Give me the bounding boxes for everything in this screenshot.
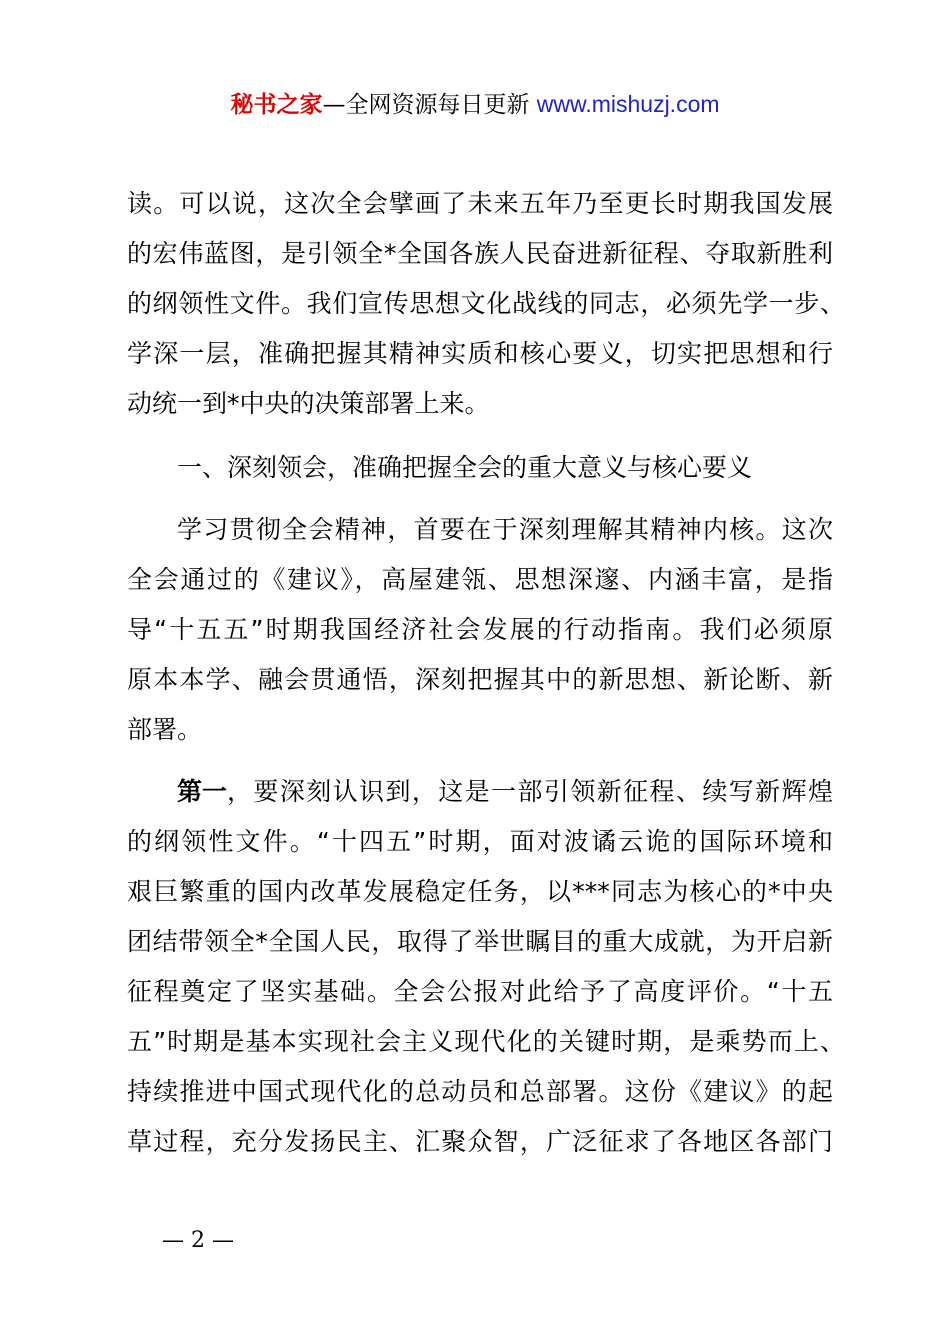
header-url[interactable]: www.mishuzj.com: [536, 91, 720, 117]
paragraph-line: 全会通过的《建议》，高屋建瓴、思想深邃、内涵丰富，是指: [127, 565, 833, 594]
paragraph-line: 动统一到*中央的决策部署上来。: [127, 389, 490, 418]
paragraph-line: 持续推进中国式现代化的总动员和总部署。这份《建议》的起: [127, 1077, 833, 1106]
paragraph-line: 五”时期是基本实现社会主义现代化的关键时期，是乘势而上、: [127, 1027, 845, 1056]
paragraph-line: ，要深刻认识到，这是一部引领新征程、续写新辉煌: [227, 777, 833, 806]
paragraph-line: 征程奠定了坚实基础。全会公报对此给予了高度评价。“十五: [127, 977, 833, 1006]
emphasis-lead: 第一: [177, 777, 228, 806]
header-tagline: 全网资源每日更新: [345, 92, 530, 118]
header-separator: —: [322, 92, 346, 118]
paragraph-line: 的纲领性文件。我们宣传思想文化战线的同志，必须先学一步、: [127, 289, 845, 318]
paragraph-first-line: [177, 776, 833, 808]
header-brand: 秘书之家: [230, 92, 323, 118]
paragraph-line: 部署。: [127, 715, 203, 744]
paragraph-line: 的宏伟蓝图，是引领全*全国各族人民奋进新征程、夺取新胜利: [127, 239, 833, 268]
paragraph-line: 草过程，充分发扬民主、汇聚众智，广泛征求了各地区各部门: [127, 1127, 833, 1156]
paragraph-line: 原本本学、融会贯通悟，深刻把握其中的新思想、新论断、新: [127, 665, 833, 694]
page-number: — 2 —: [162, 1228, 234, 1253]
paragraph-line: 团结带领全*全国人民，取得了举世瞩目的重大成就，为开启新: [127, 927, 833, 956]
page-header: [0, 88, 950, 121]
paragraph-line: 的纲领性文件。“十四五”时期，面对波谲云诡的国际环境和: [127, 827, 833, 856]
paragraph-line: 学习贯彻全会精神，首要在于深刻理解其精神内核。这次: [177, 515, 833, 544]
paragraph-line: 学深一层，准确把握其精神实质和核心要义，切实把思想和行: [127, 339, 833, 368]
section-heading: 一、深刻领会，准确把握全会的重大意义与核心要义: [177, 453, 753, 482]
paragraph-line: 艰巨繁重的国内改革发展稳定任务，以***同志为核心的*中央: [127, 877, 833, 906]
paragraph-line: 导“十五五”时期我国经济社会发展的行动指南。我们必须原: [127, 615, 833, 644]
paragraph-line: 读。可以说，这次全会擘画了未来五年乃至更长时期我国发展: [127, 189, 833, 218]
